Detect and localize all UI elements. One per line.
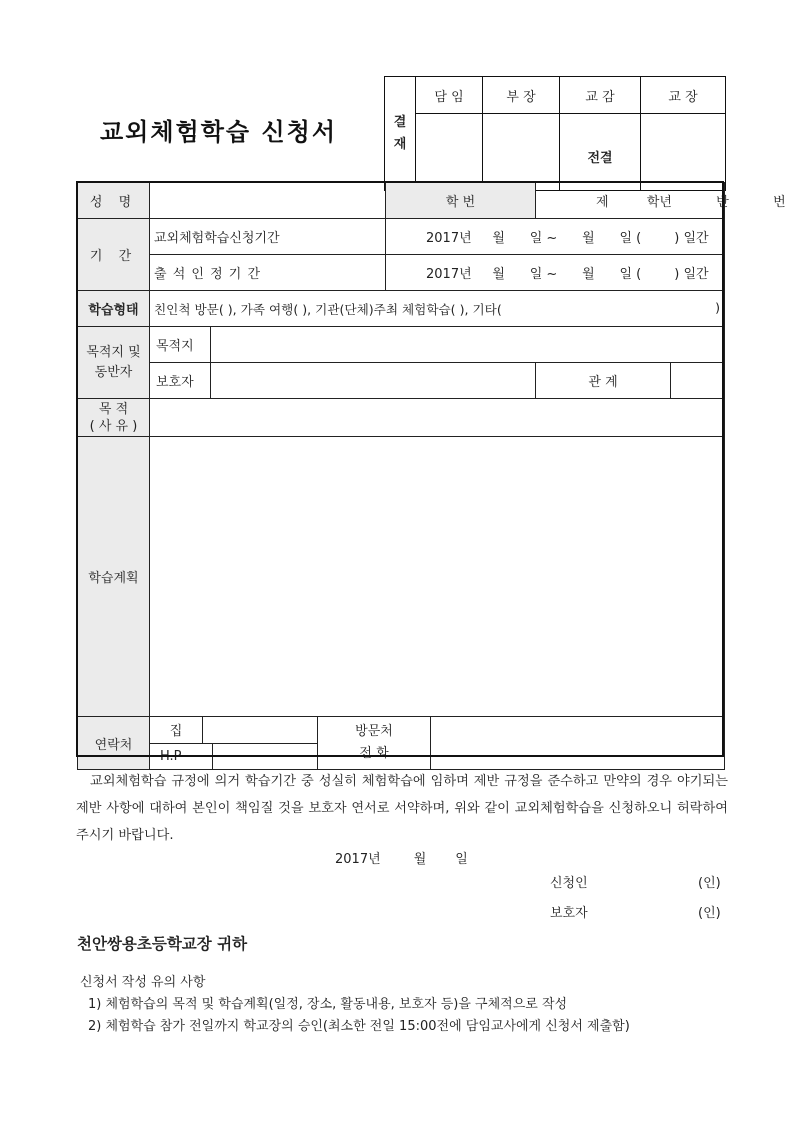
learning-type-field[interactable] — [150, 291, 725, 327]
mobile-phone-label: H.P — [150, 744, 213, 770]
application-date: 2017년 월 일 — [335, 852, 468, 867]
learning-type-options: 친인척 방문( ), 가족 여행( ), 기관(단체)주최 체험학습( ), 기타( — [154, 302, 502, 317]
notes-item: 2) 체험학습 참가 전일까지 학교장의 승인(최소한 전일 15:00전에 담임교사에게 신청서 제출함) — [88, 1019, 630, 1034]
applicant-label: 신청인 — [550, 876, 588, 891]
student-no-class-unit: 반 — [716, 195, 729, 210]
period-label: 기 간 — [78, 219, 150, 291]
contact-label: 연락처 — [78, 717, 150, 770]
approval-box — [384, 76, 726, 191]
application-period-label: 교외체험학습신청기간 — [150, 219, 386, 255]
purpose-field[interactable] — [150, 399, 725, 437]
student-no-grade-unit: 학년 — [646, 195, 672, 210]
student-no-number-unit: 번 — [773, 195, 786, 210]
guardian-field[interactable] — [211, 363, 536, 399]
learning-type-label: 학습형태 — [78, 291, 150, 327]
approval-header-homeroom: 담 임 — [416, 77, 483, 114]
form-title: 교외체험학습 신청서 — [100, 118, 338, 146]
home-phone-field[interactable] — [203, 717, 317, 743]
destination-companion-label: 목적지 및 동반자 — [78, 327, 150, 399]
student-no-field[interactable] — [536, 183, 786, 219]
application-form — [77, 182, 786, 770]
approval-sign-vice-principal: 전결 — [560, 114, 641, 191]
notes-item: 1) 체험학습의 목적 및 학습계획(일정, 장소, 활동내용, 보호자 등)을 구체적으로 작성 — [88, 997, 568, 1012]
addressee: 천안쌍용초등학교장 귀하 — [77, 935, 248, 953]
name-field[interactable] — [150, 183, 386, 219]
approval-header-vice-principal: 교 감 — [560, 77, 641, 114]
learning-plan-field[interactable] — [150, 437, 725, 717]
approval-label: 결 재 — [385, 77, 416, 191]
notes-heading: 신청서 작성 유의 사항 — [80, 975, 206, 990]
guardian-seal[interactable]: (인) — [698, 906, 721, 921]
applicant-seal[interactable]: (인) — [698, 876, 721, 891]
approval-sign-homeroom[interactable] — [416, 114, 483, 191]
destination-label: 목적지 — [150, 327, 211, 363]
notes-block — [80, 972, 630, 1038]
relation-label: 관 계 — [536, 363, 725, 399]
mobile-phone-field[interactable] — [213, 744, 317, 770]
student-no-grade-prefix: 제 — [596, 195, 609, 210]
approval-header-principal: 교 장 — [641, 77, 726, 114]
learning-plan-label: 학습계획 — [78, 437, 150, 717]
guardian-sign-label: 보호자 — [550, 906, 588, 921]
pledge-text: 교외체험학습 규정에 의거 학습기간 중 성실히 체험학습에 임하며 제반 규정을 준수하고 만약의 경우 야기되는 제반 사항에 대하여 본인이 책임질 것을 보호자 연서로 서약하며, 위와 같이 교외체험학습을 신청하오니 허락하여 주시기 바랍니다. — [76, 774, 728, 843]
learning-type-close: ) — [715, 300, 721, 315]
contact-block — [150, 717, 725, 770]
home-phone-label: 집 — [150, 717, 203, 743]
approval-sign-head[interactable] — [483, 114, 560, 191]
approval-header-head: 부 장 — [483, 77, 560, 114]
attendance-period-label: 출 석 인 정 기 간 — [150, 255, 386, 291]
student-no-label: 학 번 — [386, 183, 536, 219]
name-label: 성 명 — [78, 183, 150, 219]
relation-field[interactable] — [671, 363, 724, 398]
guardian-label: 보호자 — [150, 363, 211, 399]
destination-field[interactable] — [211, 327, 725, 363]
visit-phone-label: 방문처 전 화 — [318, 717, 431, 769]
purpose-label: 목 적 ( 사 유 ) — [78, 399, 150, 437]
application-period-field[interactable]: 2017년 월 일 ~ 월 일 ( ) 일간 — [386, 219, 725, 255]
visit-phone-field[interactable] — [431, 717, 724, 769]
attendance-period-field[interactable]: 2017년 월 일 ~ 월 일 ( ) 일간 — [386, 255, 725, 291]
approval-sign-principal[interactable] — [641, 114, 726, 191]
